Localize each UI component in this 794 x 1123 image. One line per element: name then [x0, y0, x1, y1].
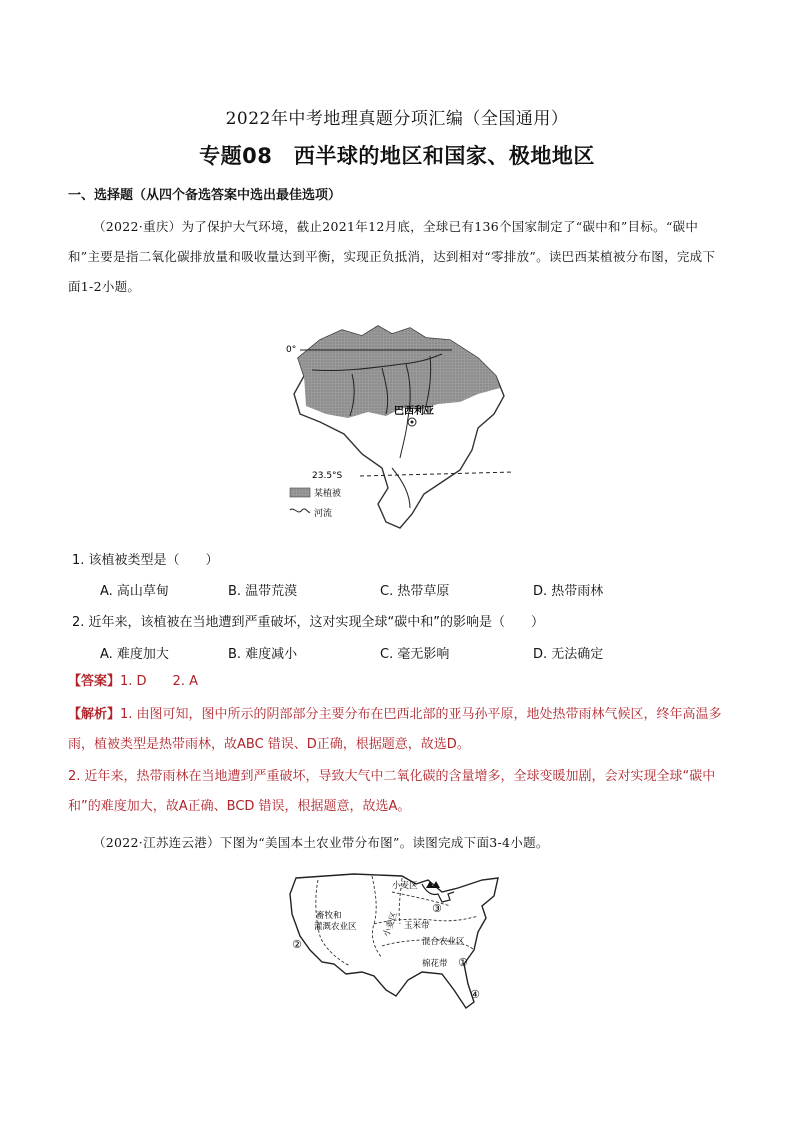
map2-label-cotton: 棉花带 [422, 959, 448, 969]
answer-line [68, 667, 732, 697]
question-intro-2: （2022·江苏连云港）下图为“美国本土农业带分布图”。读图完成下面3-4小题。 [93, 835, 549, 850]
map2-label-ranch-1: 畜牧和 [316, 911, 342, 921]
q2-option-b[interactable]: B. 难度减小 [228, 647, 298, 662]
legend-river-line [290, 509, 310, 512]
section-heading: 一、选择题（从四个备选答案中选出最佳选项） [68, 188, 342, 203]
us-agriculture-map [282, 866, 506, 1016]
question-1-stem: 1. 该植被类型是（ ） [72, 553, 219, 568]
map2-num-2: ② [292, 938, 302, 951]
analysis-p1: 1. 由图可知，图中所示的阴部部分主要分布在巴西北部的亚马孙平原，地处热带雨林气候区，终年高温多雨，植被类型是热带雨林，故ABC 错误、D正确，根据题意，故选D。 [68, 707, 722, 752]
answer-text: 1. D 2. A [120, 674, 198, 689]
analysis-p2: 2. 近年来，热带雨林在当地遭到严重破坏，导致大气中二氧化碳的含量增多，全球变暖加剧，会对实现全球“碳中和”的难度加大，故A正确、BCD 错误，根据题意，故选A。 [68, 769, 716, 814]
map2-num-1: ① [458, 956, 468, 969]
analysis-block-1 [68, 700, 732, 760]
question-intro-1: （2022·重庆）为了保护大气环境，截止2021年12月底，全球已有136个国家制定了“碳中和”目标。“碳中和”主要是指二氧化碳排放量和吸收量达到平衡，实现正负抵消，达到相对“零排放”。读巴西某植被分布图，完成下面1-2小题。 [68, 219, 716, 294]
tropic-label: 23.5°S [312, 471, 343, 481]
document-title: 2022年中考地理真题分项汇编（全国通用） [225, 109, 569, 129]
q1-option-a[interactable]: A. 高山草甸 [100, 584, 169, 599]
legend-veg-swatch [290, 488, 310, 497]
brazil-vegetation-map [282, 318, 514, 540]
q2-option-d[interactable]: D. 无法确定 [533, 647, 604, 662]
us-outline [290, 874, 498, 1008]
map2-label-wheat2: 小麦区 [381, 910, 400, 939]
equator-label: 0° [286, 345, 297, 355]
answer-tag: 【答案】 [68, 674, 121, 689]
q1-option-c[interactable]: C. 热带草原 [380, 584, 450, 599]
q1-option-b[interactable]: B. 温带荒漠 [228, 584, 298, 599]
legend-river-label: 河流 [314, 509, 333, 519]
document-subtitle: 专题08 西半球的地区和国家、极地地区 [199, 144, 595, 168]
map2-label-wheat1: 小麦区 [392, 881, 418, 891]
map2-num-3: ③ [432, 902, 442, 915]
map2-label-ranch-2: 灌溉农业区 [314, 922, 357, 932]
map2-label-corn: 玉米带 [404, 921, 430, 931]
legend-veg-label: 某植被 [314, 489, 342, 499]
q1-option-d[interactable]: D. 热带雨林 [533, 584, 604, 599]
q2-option-c[interactable]: C. 毫无影响 [380, 647, 450, 662]
q2-option-a[interactable]: A. 难度加大 [100, 647, 169, 662]
question-2-stem: 2. 近年来，该植被在当地遭到严重破坏，这对实现全球“碳中和”的影响是（ ） [72, 615, 545, 630]
map2-label-mixed: 混合农业区 [422, 937, 465, 947]
map2-num-4: ④ [470, 988, 480, 1001]
capital-label: 巴西利亚 [394, 406, 434, 417]
analysis-tag: 【解析】 [68, 707, 121, 722]
